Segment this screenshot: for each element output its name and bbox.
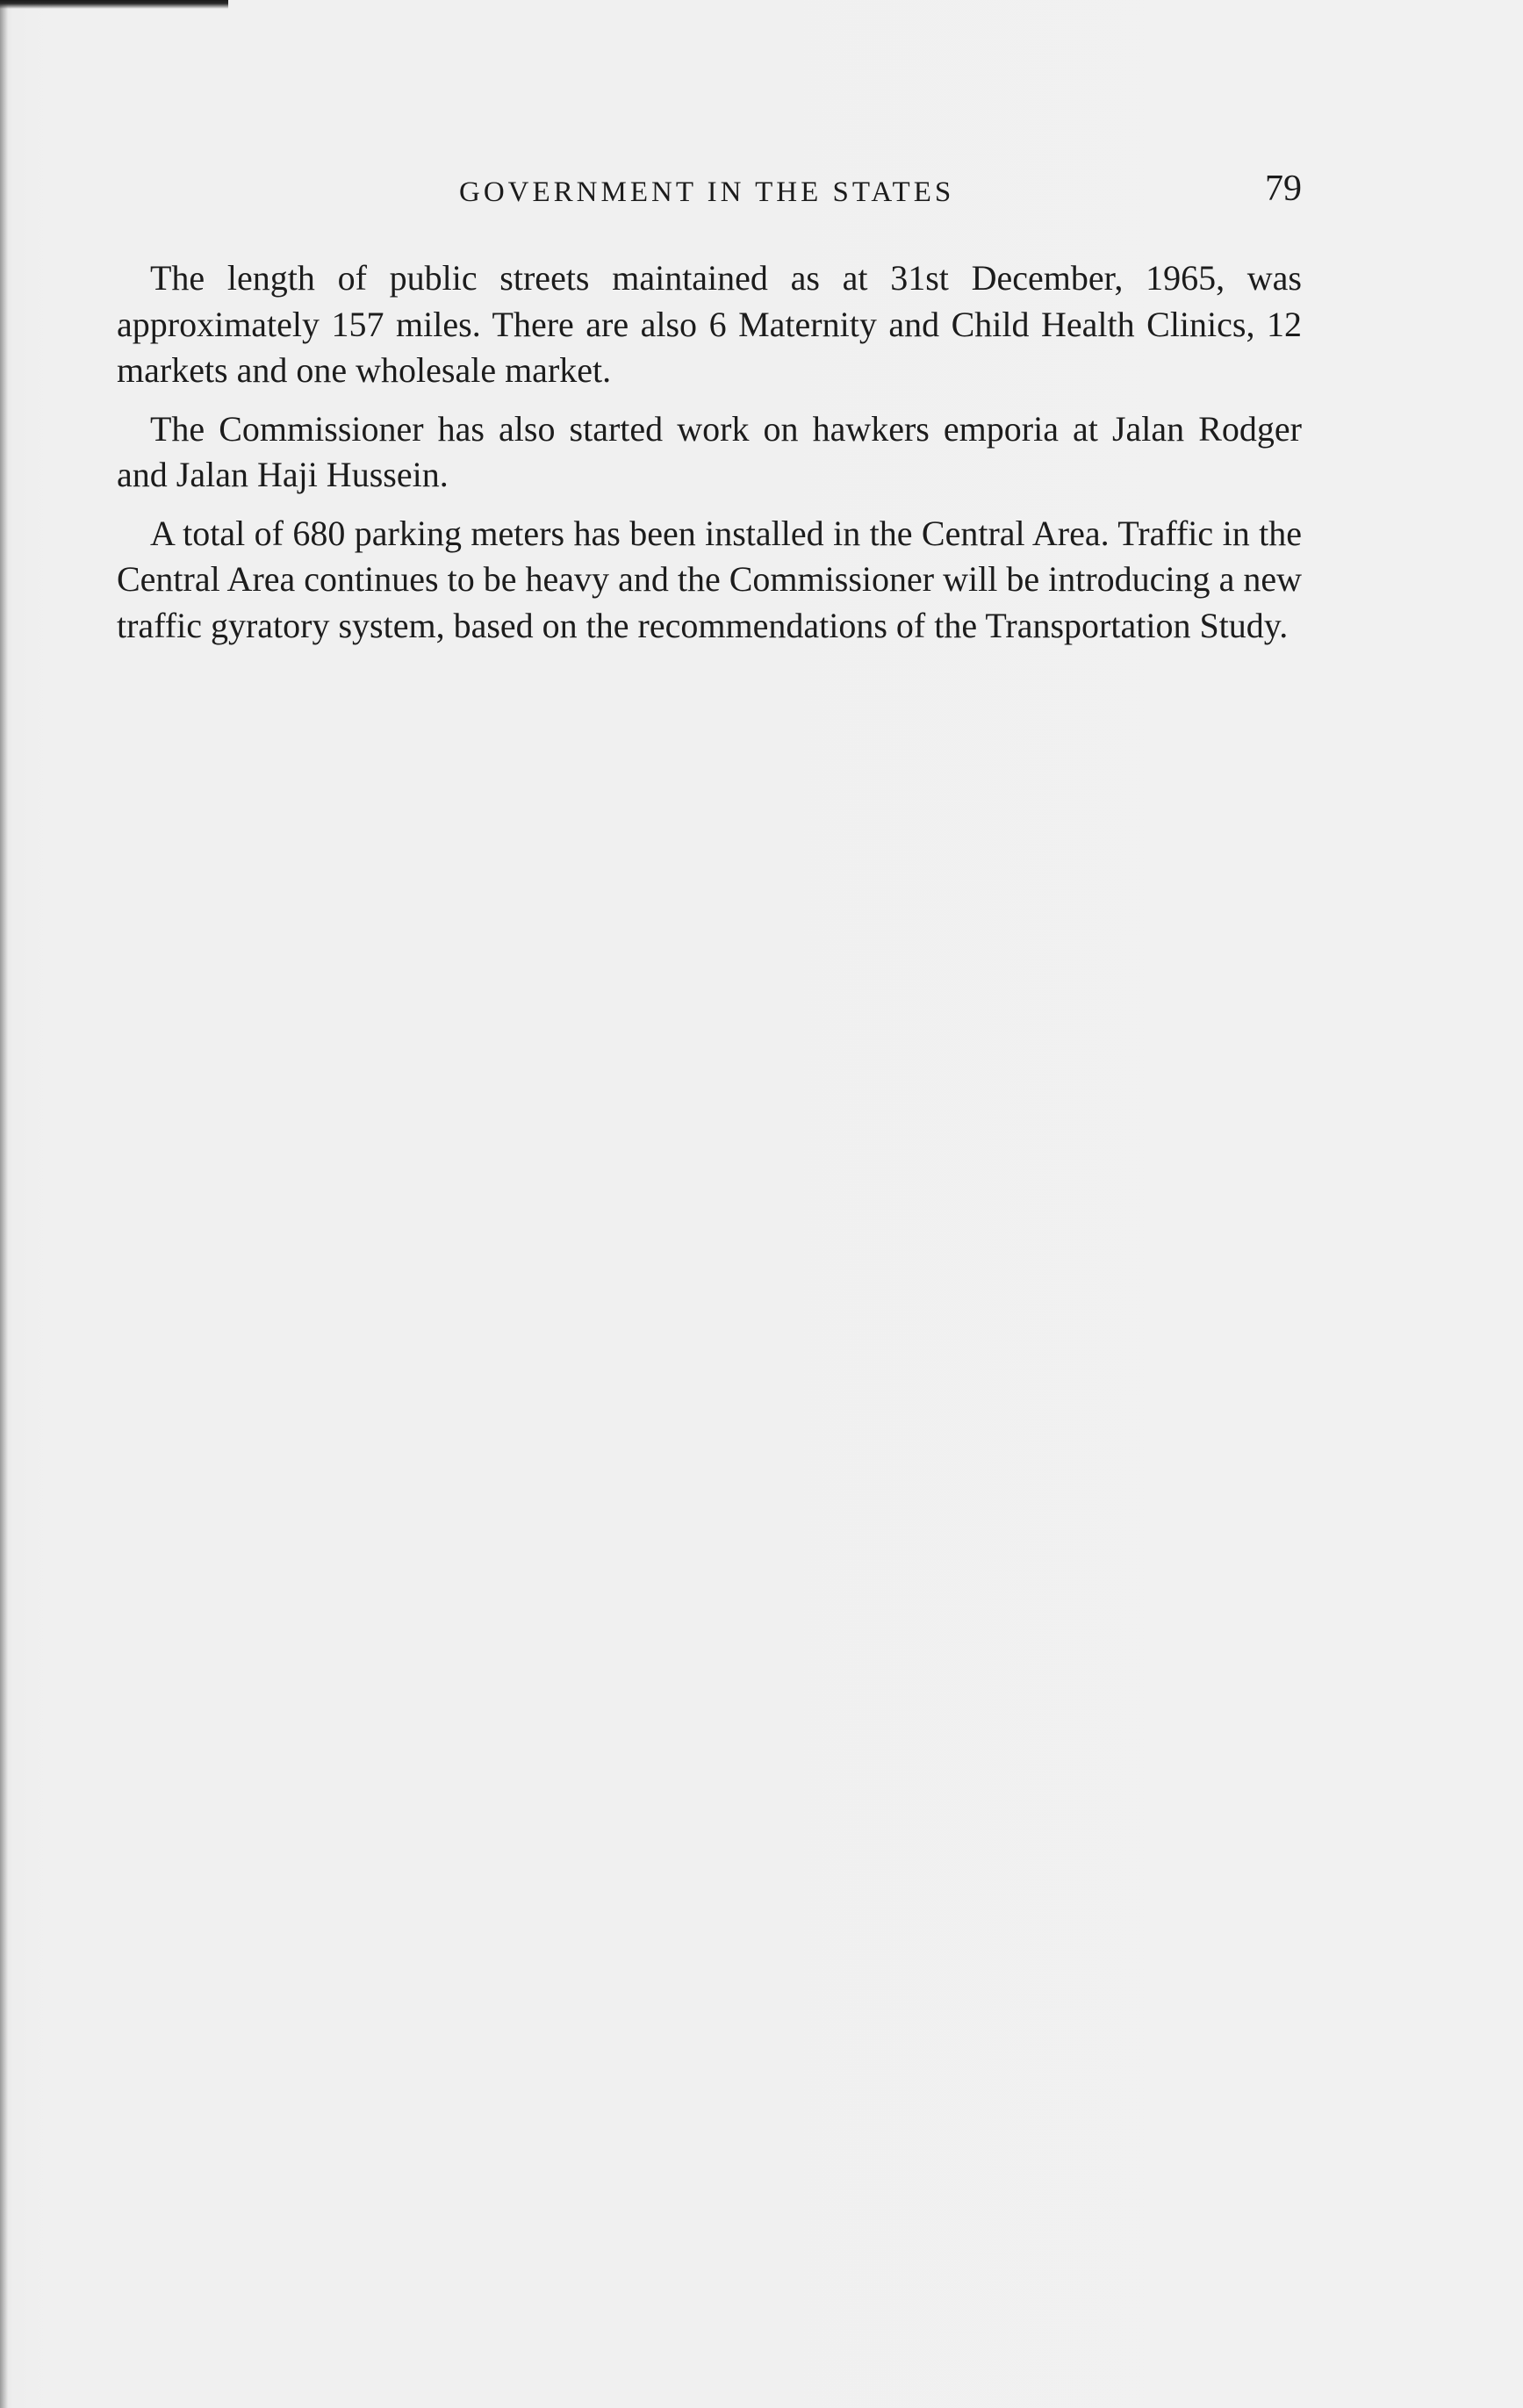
running-head xyxy=(117,165,1302,218)
running-head-title: GOVERNMENT IN THE STATES xyxy=(459,176,955,208)
page-left-edge-shadow xyxy=(0,0,8,2408)
page-top-edge-shadow xyxy=(0,0,228,9)
page-body xyxy=(117,255,1302,661)
page-number: 79 xyxy=(1265,169,1302,209)
body-paragraph-parking-traffic: A total of 680 parking meters has been installed in the Central Area. Traffic in the Central Area continues to be heavy and the Commissioner will be introducing a new traffic gyratory system, based on the recommendations of the Transportation Study. xyxy=(117,513,1302,645)
body-paragraph-streets: The length of public streets maintained as at 31st December, 1965, was approximately 157 miles. There are also 6 Maternity and Child Health Clinics, 12 markets and one wholesale market. xyxy=(117,258,1302,390)
body-paragraph-hawkers-emporia: The Commissioner has also started work on hawkers emporia at Jalan Rodger and Jalan Haji Hussein. xyxy=(117,408,1302,494)
